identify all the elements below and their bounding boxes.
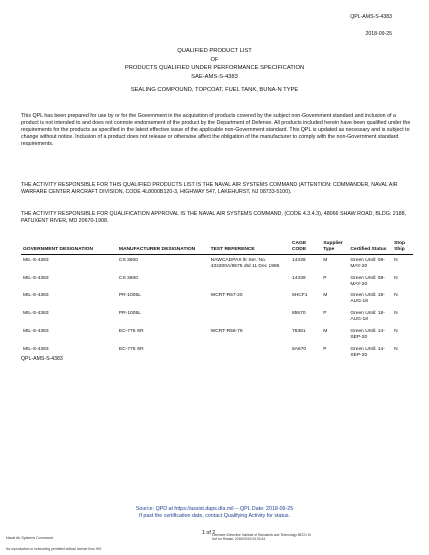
- page-number: 1 of 2: [202, 530, 216, 536]
- source-line: Source: QPD at https://assist.daps.dla.mil -- QPL Date: 2018-09-25: [135, 506, 294, 512]
- title-line-3: PRODUCTS QUALIFIED UNDER PERFORMANCE SPECIFICATION: [124, 65, 305, 72]
- activity-responsible-paragraph: THE ACTIVITY RESPONSIBLE FOR THIS QUALIFIED PRODUCTS LIST IS THE NAVAL AIR SYSTEMS COMMAND (ATTENTION: COMMANDER, NAVAL AIR WARFARE CENTER AIRCRAFT DIVISION, CODE 4L8000B120-3, HIGHWAY 547, LAKEHURST, NJ 08733-5100).: [21, 182, 398, 195]
- cell-certified-status: Green Until: 18-AUG-18: [350, 311, 385, 323]
- table-header-row: [21, 240, 413, 255]
- cell-stop-ship: N: [394, 275, 398, 281]
- cell-stop-ship: N: [394, 257, 398, 263]
- title-line-1: QUALIFIED PRODUCT LIST: [177, 48, 252, 54]
- source-note: [0, 506, 429, 520]
- cell-stop-ship: N: [394, 311, 398, 317]
- table-row: [21, 309, 413, 327]
- cell-supplier-type: P: [323, 311, 327, 317]
- cell-cage-code: 85570: [291, 311, 306, 317]
- col-header-certified-status: Certified Status: [348, 240, 392, 255]
- table-row: [21, 291, 413, 309]
- cell-certified-status: Green Until: 14-SEP-20: [350, 329, 385, 340]
- qpl-table: [21, 240, 413, 362]
- cell-cage-code: 14439: [291, 275, 306, 281]
- cell-manufacturer: CS 3600: [118, 257, 138, 263]
- cell-designation: MIL-S-4383: [23, 293, 49, 299]
- col-header-test-reference: TEST REFERENCE: [209, 240, 290, 255]
- cell-supplier-type: M: [323, 257, 328, 263]
- cell-designation: MIL-S-4383: [23, 346, 49, 352]
- cell-supplier-type: M: [323, 293, 328, 299]
- cell-designation: MIL-S-4383: [23, 311, 49, 317]
- title-block: [0, 47, 429, 95]
- cell-designation: MIL-S-4383: [23, 257, 49, 263]
- cell-manufacturer: EC-776 SR: [118, 346, 144, 352]
- cell-test-reference: [209, 273, 290, 291]
- cell-certified-status: Green Until: 14-SEP-20: [350, 346, 385, 358]
- title-line-4: SAE-AMS-S-4383: [191, 73, 238, 80]
- table-row: [21, 273, 413, 291]
- table-row: [21, 255, 413, 273]
- cell-stop-ship: N: [394, 293, 398, 299]
- intro-paragraph: This QPL has been prepared for use by or for the Government in the acquisition of products covered by the subject non-Government standard and inclusion of a product is not intended to and does not connote endorsement of the product by the Department of Defense. All products included herein have been qualified under the requirements for the products as specified in the latest effective issue of the applicable non-Government standard. This QPL is updated as necessary and is subject to change without notice. Inclusion of a product does not release or otherwise affect the obligation of the manufacturer to comply with the non-Government standard requirements.: [21, 113, 411, 147]
- footer-licensee-line: Licensee=Detective Institute of Standards and Technology 88721 M: [212, 533, 311, 537]
- cell-supplier-type: P: [323, 346, 327, 352]
- cell-test-reference: [209, 344, 290, 362]
- col-header-designation: GOVERNMENT DESIGNATION: [21, 240, 117, 255]
- activity-approval-paragraph: THE ACTIVITY RESPONSIBLE FOR QUALIFICATION APPROVAL IS THE NAVAL AIR SYSTEMS COMMAND, (CODE 4.3.4.3), 48066 SHAW ROAD, BLDG: 2188, PATUXENT RIVER, MD 20670-1908.: [21, 211, 407, 224]
- table-row: [21, 344, 413, 362]
- col-header-manufacturer: MANUFACTURER DESIGNATION: [117, 240, 209, 255]
- cell-stop-ship: N: [394, 329, 398, 335]
- cell-certified-status: Green Until: 08-MAY-20: [350, 275, 385, 287]
- cell-test-reference: WCRT-R57-20: [210, 293, 243, 299]
- footer-publisher: Naval Air Systems Command: [6, 536, 53, 540]
- cell-cage-code: 6A670: [291, 346, 307, 352]
- cell-manufacturer: PR-1005L: [118, 311, 141, 317]
- col-header-supplier-type: Supplier Type: [321, 240, 348, 255]
- cell-manufacturer: EC-776 SR: [118, 329, 144, 335]
- footer-licensee: [212, 533, 311, 542]
- cell-cage-code: 5HCF1: [291, 293, 308, 299]
- col-header-stop-ship: Stop Ship: [392, 240, 413, 255]
- cell-test-reference: [209, 309, 290, 327]
- certification-note: If past the certification date, contact Qualifying Activity for status.: [138, 512, 291, 519]
- cell-supplier-type: P: [323, 275, 327, 281]
- cell-certified-status: Green Until: 08-MAY-20: [350, 257, 385, 269]
- header-document-id: QPL-AMS-S-4383: [350, 14, 392, 20]
- header-date: 2018-09-25: [365, 31, 392, 37]
- cell-manufacturer: PR-1005L: [118, 293, 141, 299]
- cell-test-reference: NAWCADPAX ltr Ser. No. 434300A/8575 dtd 11 Dec 1995: [210, 257, 280, 269]
- cell-cage-code: 76381: [291, 329, 306, 335]
- cell-supplier-type: M: [323, 329, 328, 335]
- cell-test-reference: WCRT-R56-79: [210, 329, 243, 335]
- table-row: [21, 327, 413, 345]
- cell-certified-status: Green Until: 18-AUG-18: [350, 293, 385, 305]
- cell-stop-ship: N: [394, 346, 398, 352]
- footer-license-notice: No reproduction or networking permitted without license from IHS: [6, 547, 102, 551]
- cell-manufacturer: CS 3600: [118, 275, 138, 281]
- cell-designation: MIL-S-4383: [23, 275, 49, 281]
- cell-designation: MIL-S-4383: [23, 329, 49, 335]
- cell-cage-code: 14439: [291, 257, 306, 263]
- end-of-list-mark: QPL-AMS-S-4383: [21, 356, 63, 362]
- col-header-cage-code: CAGE CODE: [290, 240, 321, 255]
- footer-resale-line: Not for Resale, 2018/09/26 03:30:44: [212, 537, 266, 542]
- title-line-5: SEALING COMPOUND, TOPCOAT, FUEL TANK, BUNA-N TYPE: [130, 87, 299, 94]
- title-line-2: OF: [210, 56, 219, 63]
